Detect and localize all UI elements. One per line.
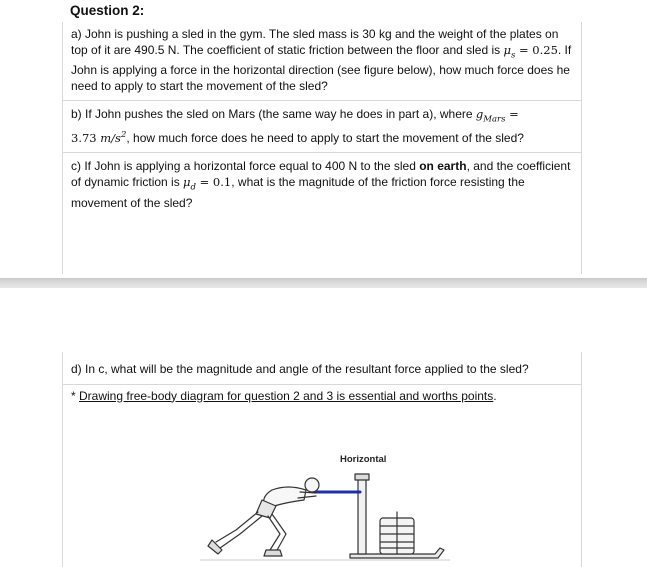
- sled-push-illustration: [200, 450, 450, 567]
- free-body-note: * Drawing free-body diagram for question 2 and 3 is essential and worths points.: [63, 384, 581, 403]
- question-title: Question 2:: [70, 3, 145, 18]
- mu-d-symbol: $\mu_d$: [183, 174, 196, 193]
- figure-label-horizontal: Horizontal: [340, 454, 387, 465]
- page-separator: [0, 278, 647, 288]
- part-a-text: a) John is pushing a sled in the gym. The sled mass is 30 kg and the weight of the plates on top of it are 490.5 N. The coefficient of static friction between the floor and sled is $\mu_s = 0.25$. If John is applying a force in the horizontal direction (see figure below), how much force does he need to apply to start the movement of the sled?: [71, 27, 572, 93]
- mu-s-symbol: $\mu_s$: [503, 42, 516, 60]
- mars-gravity-unit: $m/s^2$: [100, 130, 127, 145]
- part-b-text: b) If John pushes the sled on Mars (the same way he does in part a), where $g_{Mars}$ = 3.73 $m/s^2$, how much force does he need to apply to start the movement of the sled?: [63, 100, 581, 146]
- part-d-text: d) In c, what will be the magnitude and angle of the resultant force applied to the sled?: [71, 362, 529, 376]
- g-mars-symbol: $g_{Mars}$: [475, 107, 506, 125]
- question-parts-abc: [62, 22, 582, 274]
- part-c-text: c) If John is applying a horizontal force equal to 400 N to the sled on earth, and the coefficient of dynamic friction is $\mu_d = 0.1$, what is the magnitude of the friction force resisting the movement of the sled?: [63, 152, 581, 211]
